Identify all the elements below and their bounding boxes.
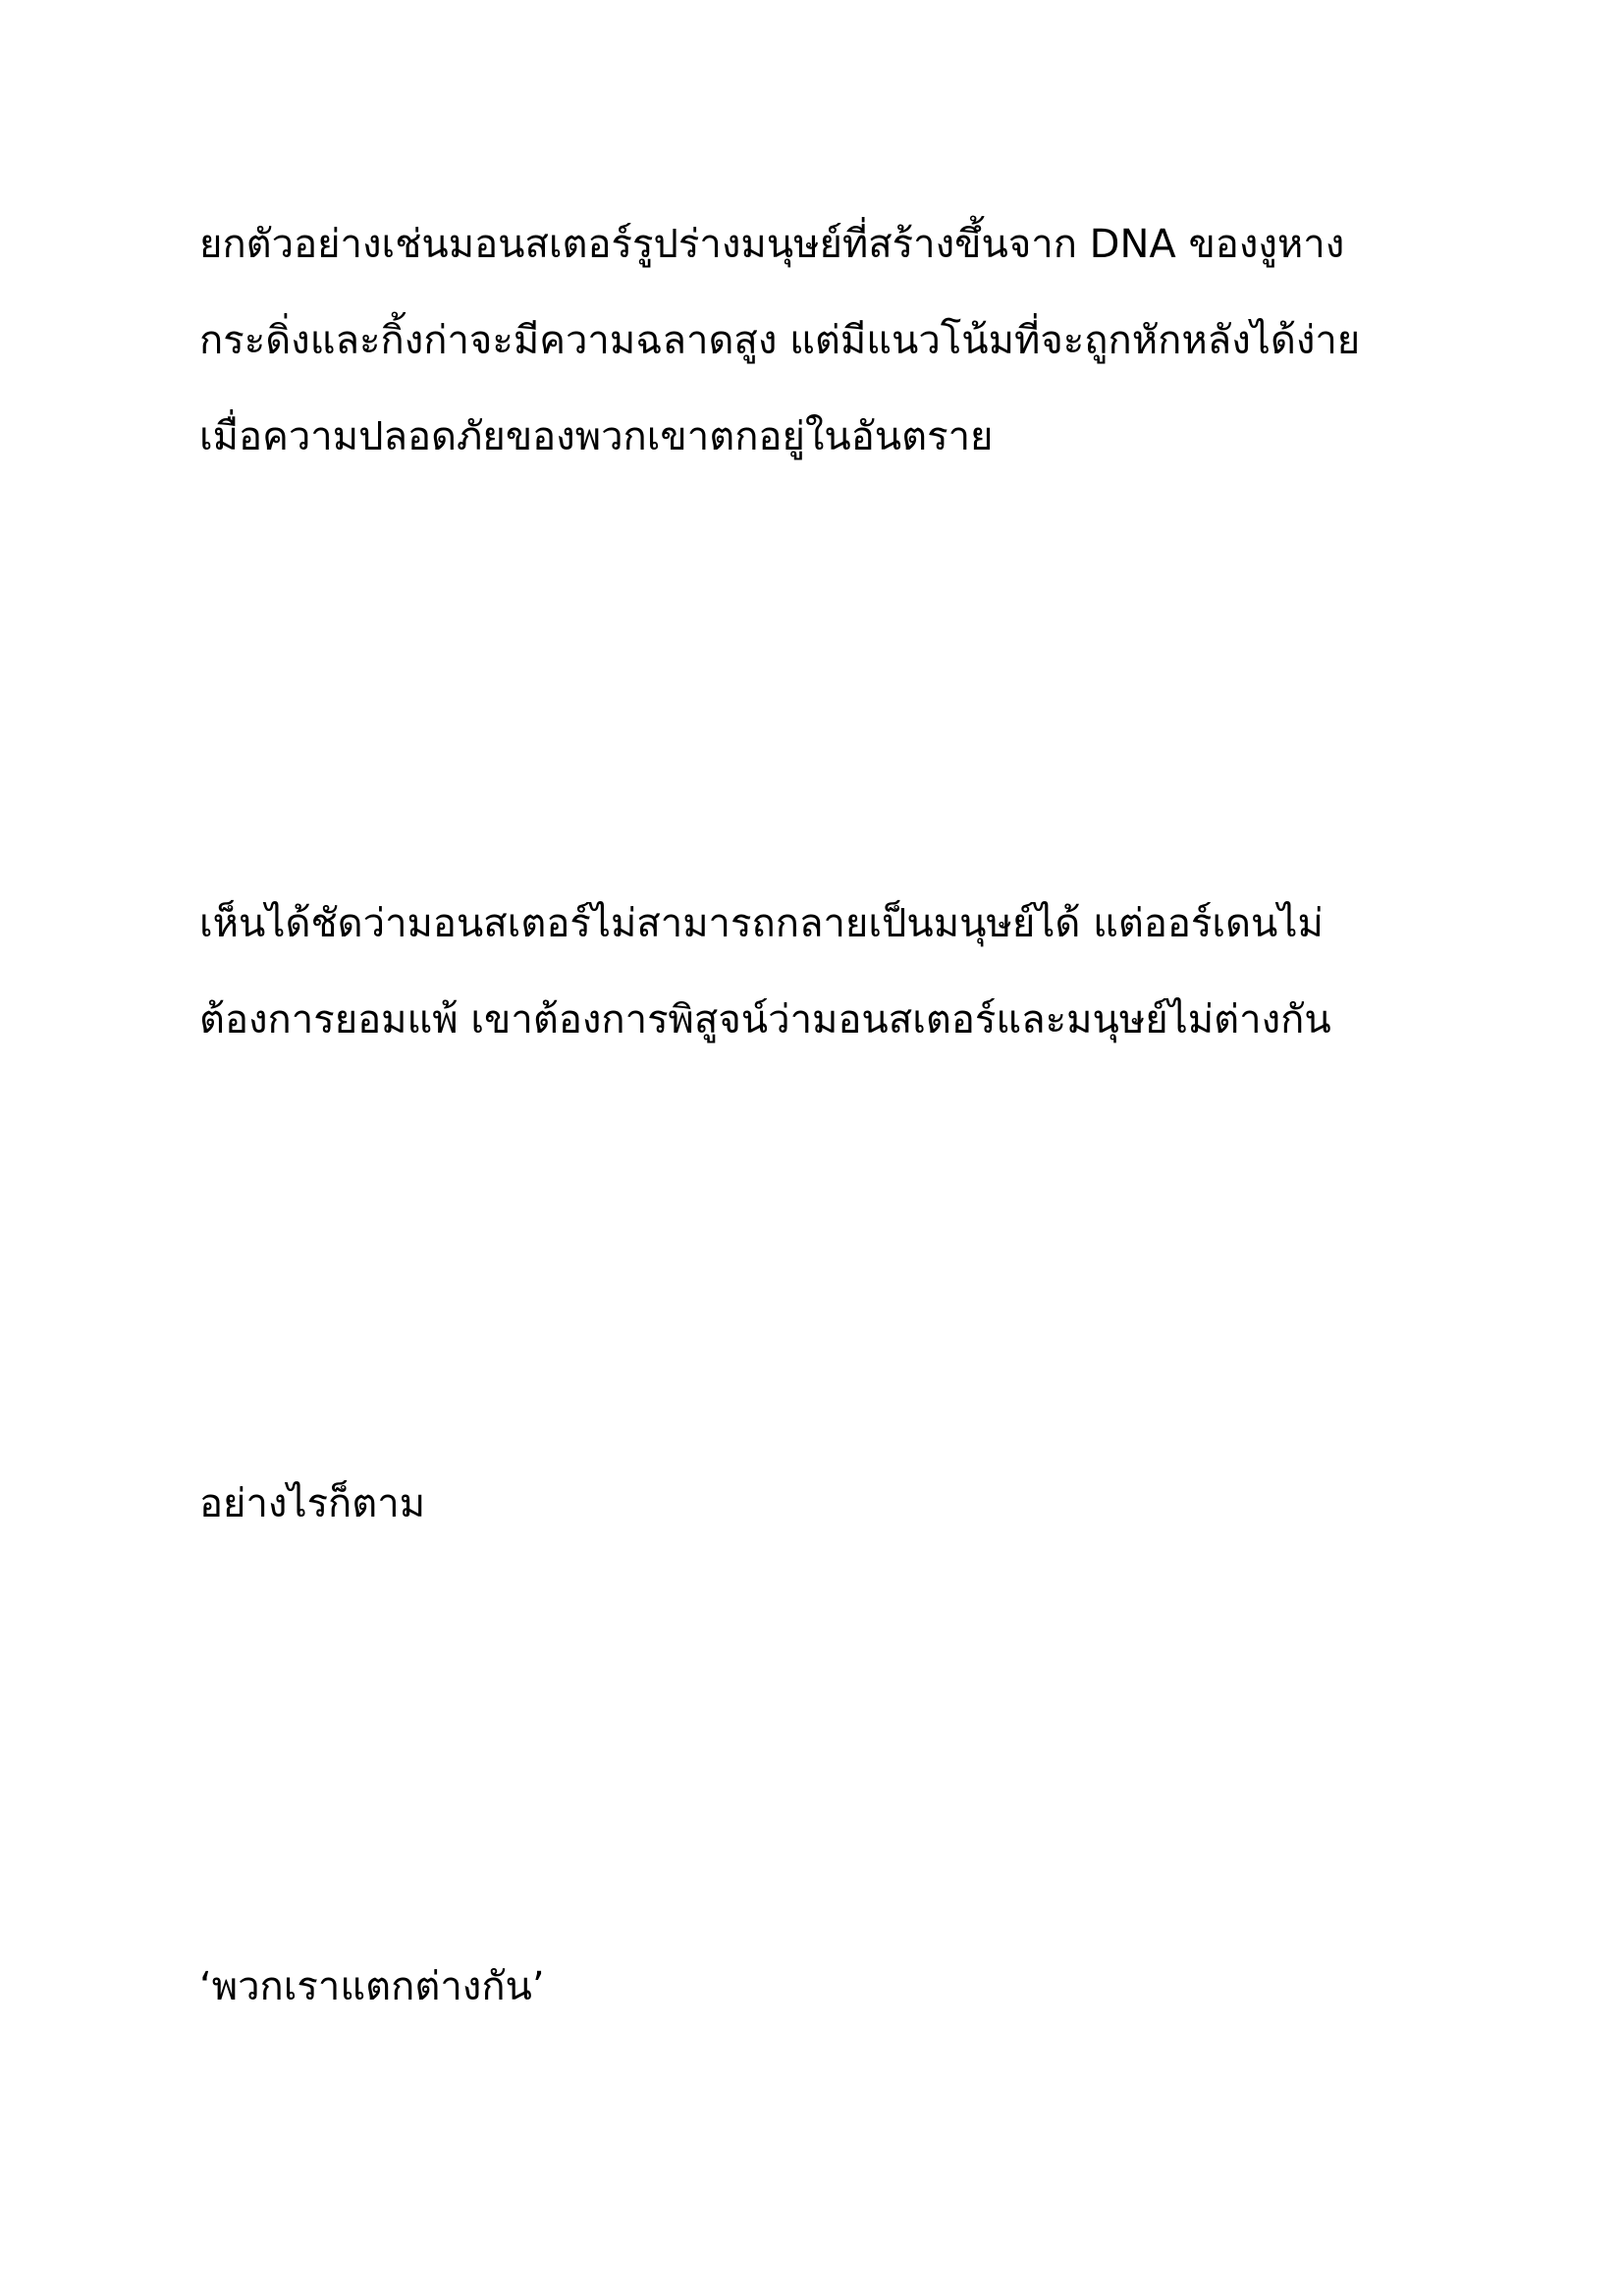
paragraph-line: กระดิ่งและกิ้งก่าจะมีความฉลาดสูง แต่มีแนวโน้มที่จะถูกหักหลังได้ง่าย — [199, 318, 1361, 363]
paragraph-line: ‘พวกเราแตกต่างกัน’ — [199, 1964, 545, 2009]
paragraph-line: ยกตัวอย่างเช่นมอนสเตอร์รูปร่างมนุษย์ที่สร้างขึ้นจาก DNA ของงูหาง — [199, 222, 1345, 267]
paragraph-4 — [199, 1939, 1456, 2035]
paragraph-1 — [199, 196, 1456, 485]
paragraph-line: ต้องการยอมแพ้ เขาต้องการพิสูจน์ว่ามอนสเตอร์และมนุษย์ไม่ต่างกัน — [199, 997, 1331, 1042]
paragraph-line: อย่างไรก็ตาม — [199, 1481, 426, 1526]
paragraph-3 — [199, 1456, 1456, 1552]
paragraph-line: เห็นได้ชัดว่ามอนสเตอร์ไม่สามารถกลายเป็นมนุษย์ได้ แต่ออร์เดนไม่ — [199, 901, 1324, 946]
paragraph-line: เมื่อความปลอดภัยของพวกเขาตกอยู่ในอันตราย — [199, 414, 994, 459]
paragraph-2 — [199, 876, 1456, 1068]
